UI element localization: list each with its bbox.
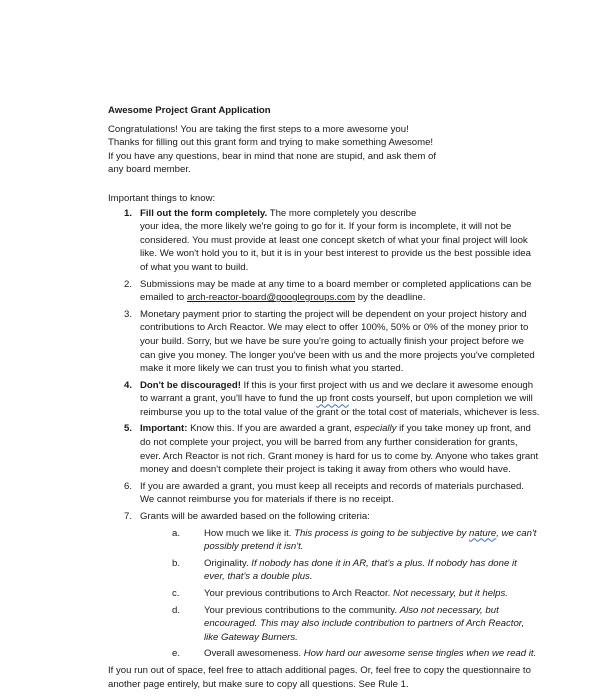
criteria-letter: e.	[172, 648, 181, 660]
things-heading: Important things to know:	[108, 192, 216, 204]
outro-line: another page entirely, but make sure to copy all questions. See Rule 1.	[108, 678, 409, 690]
criteria-text: How much we like it.	[204, 527, 295, 539]
rule-text: if you take money up front, and do not complete your project, you will be barred from any further consideration for grants, ever. Arch Reactor is not rich. Grant money is hard for us to come by. Anyone who takes grant money and doesn't complete their project is taking it away from others who would have.	[140, 423, 539, 476]
rules-list	[108, 207, 540, 661]
criteria-emphasis: , we can't possibly pretend it isn't.	[204, 527, 537, 553]
rule-item	[108, 308, 540, 376]
rule-text: If you are awarded a grant, you must keep all receipts and records of materials purchased. We cannot reimburse you for materials if there is no receipt.	[140, 480, 524, 506]
intro-line: Thanks for filling out this grant form and trying to make something Awesome!	[108, 137, 434, 149]
rule-text: If this is your first project with us and we declare it awesome enough to warrant a grant, you'll have to fund the	[140, 379, 534, 405]
intro-line: Congratulations! You are taking the first steps to a more awesome you!	[108, 123, 409, 135]
criteria-letter: a.	[172, 527, 181, 539]
criteria-letter: c.	[172, 588, 180, 599]
rule-text: Submissions may be made at any time to a board member or completed applications can be emailed to	[140, 278, 532, 304]
spellcheck-word: up front	[316, 393, 349, 405]
criteria-text: Your previous contributions to Arch Reactor.	[204, 588, 393, 599]
criteria-item	[172, 647, 540, 661]
criteria-text: Originality.	[204, 557, 252, 569]
intro-line: If you have any questions, bear in mind that none are stupid, and ask them of	[108, 150, 436, 162]
rule-number: 2.	[124, 278, 133, 290]
board-email-link[interactable]: arch-reactor-board@googlegroups.com	[186, 292, 356, 304]
criteria-letter: d.	[172, 604, 181, 616]
criteria-item	[172, 557, 540, 584]
rule-number: 6.	[124, 480, 133, 492]
rule-text: your idea, the more likely we're going to go for it. If your form is incomplete, it will not be considered. You must provide at least one concept sketch of what your final project will look like. We won't hold you to it, but it is in your best interest to provide us the best possible idea of what you want to build.	[140, 221, 531, 273]
document-title: Awesome Project Grant Application	[108, 105, 271, 116]
spellcheck-word: nature	[469, 527, 497, 539]
rule-number: 3.	[124, 308, 133, 320]
rule-text: Grants will be awarded based on the following criteria:	[140, 511, 370, 523]
rule-text: by the deadline.	[355, 292, 426, 304]
outro-line: If you run out of space, feel free to attach additional pages. Or, feel free to copy the questionnaire to	[108, 664, 531, 676]
rule-number: 7.	[124, 511, 133, 523]
criteria-item	[172, 527, 540, 554]
rule-text: Know this. If you are awarded a grant,	[187, 423, 355, 435]
criteria-text: Your previous contributions to the community.	[204, 604, 400, 616]
rule-item	[108, 480, 540, 507]
criteria-emphasis: Not necessary, but it helps.	[392, 588, 508, 599]
criteria-emphasis: If nobody has done it in AR, that's a plus. If nobody has done it ever, that's a double plus.	[204, 557, 517, 583]
rule-text: Monetary payment prior to starting the project will be dependent on your project history and contributions to Arch Reactor. We may elect to offer 100%, 50% or 0% of the money prior to your build. Sorry, but we have be sure you're going to actually finish your project before we can give you money. The longer you've been with us and the more projects you've completed make it more likely we can trust you to finish what you started.	[140, 308, 535, 375]
rule-text: The more completely you describe	[267, 207, 417, 219]
criteria-text: Overall awesomeness.	[204, 648, 304, 660]
criteria-item	[172, 587, 540, 601]
rule-item	[108, 278, 540, 305]
rule-lead: Important:	[140, 423, 188, 435]
rule-item	[108, 510, 540, 661]
rule-lead: Don't be discouraged!	[140, 379, 241, 391]
criteria-letter: b.	[172, 557, 181, 569]
intro-paragraph	[108, 123, 540, 177]
rule-number: 1.	[124, 207, 133, 219]
rule-emphasis: especially	[354, 423, 397, 435]
rule-lead: Fill out the form completely.	[140, 207, 268, 219]
outro-paragraph	[108, 664, 540, 691]
criteria-emphasis: How hard our awesome sense tingles when we read it.	[303, 648, 537, 660]
criteria-emphasis: This process is going to be subjective by	[294, 527, 470, 539]
criteria-item	[172, 604, 540, 645]
intro-line: any board member.	[108, 164, 191, 176]
rule-text: costs yourself, but upon completion we will reimburse you up to the total value of the grant or the total cost of materials, whichever is less.	[140, 393, 540, 418]
criteria-list	[140, 527, 540, 661]
rule-item	[108, 207, 540, 275]
rule-number: 5.	[124, 423, 133, 435]
rule-item	[108, 379, 540, 420]
criteria-emphasis: Also not necessary, but encouraged. This may also include contribution to partners of Arch Reactor, like Gateway Burners.	[204, 604, 525, 643]
rule-number: 4.	[124, 379, 133, 391]
rule-item	[108, 422, 540, 476]
